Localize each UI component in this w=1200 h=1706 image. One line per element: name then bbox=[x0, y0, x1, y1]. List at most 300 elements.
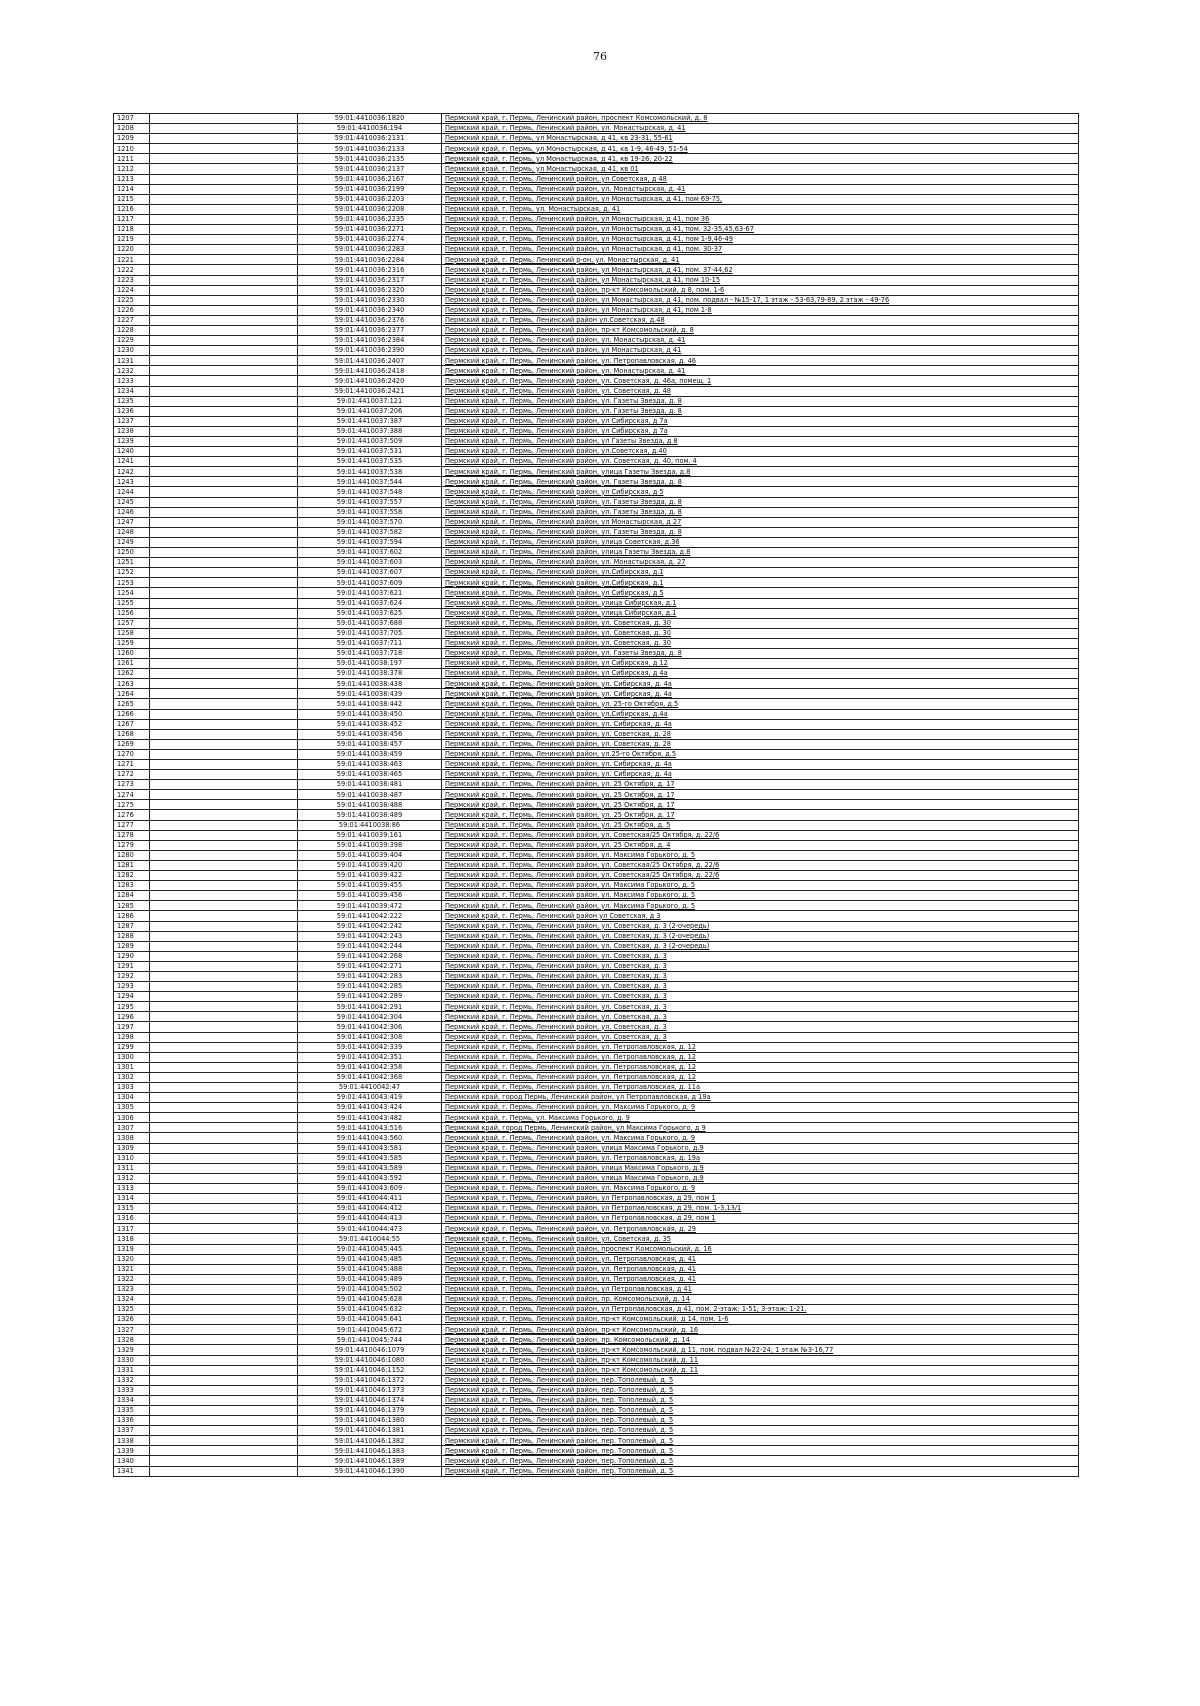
blank-cell bbox=[150, 457, 298, 467]
blank-cell bbox=[150, 124, 298, 134]
address: Пермский край, г. Пермь, Ленинский район, ул. Советская, д. 3 bbox=[442, 992, 1079, 1002]
cadastral-number: 59:01:4410037:621 bbox=[298, 588, 442, 598]
blank-cell bbox=[150, 1163, 298, 1173]
blank-cell bbox=[150, 1113, 298, 1123]
address: Пермский край, г. Пермь, Ленинский район, ул. Максима Горького, д. 5 bbox=[442, 881, 1079, 891]
table-row bbox=[114, 1022, 1079, 1032]
blank-cell bbox=[150, 1274, 298, 1284]
row-number: 1295 bbox=[114, 1002, 150, 1012]
blank-cell bbox=[150, 1022, 298, 1032]
cadastral-number: 59:01:4410037:582 bbox=[298, 527, 442, 537]
row-number: 1310 bbox=[114, 1153, 150, 1163]
address: Пермский край, г. Пермь, Ленинский район, пр-кт Комсомольский, д 8, пом. 1-6 bbox=[442, 285, 1079, 295]
cadastral-number: 59:01:4410037:602 bbox=[298, 548, 442, 558]
table-row bbox=[114, 749, 1079, 759]
table-row bbox=[114, 739, 1079, 749]
table-row bbox=[114, 386, 1079, 396]
row-number: 1254 bbox=[114, 588, 150, 598]
row-number: 1306 bbox=[114, 1113, 150, 1123]
table-row bbox=[114, 537, 1079, 547]
address: Пермский край, г. Пермь, Ленинский район, пр. Комсомольский, д. 14 bbox=[442, 1294, 1079, 1304]
row-number: 1332 bbox=[114, 1375, 150, 1385]
cadastral-number: 59:01:4410036:2203 bbox=[298, 194, 442, 204]
address: Пермский край, г. Пермь, Ленинский район, ул. Советская/25 Октября, д. 22/6 bbox=[442, 871, 1079, 881]
row-number: 1304 bbox=[114, 1093, 150, 1103]
address: Пермский край, г. Пермь, Ленинский район, ул. Советская, д. 3 (2-очередь) bbox=[442, 941, 1079, 951]
cadastral-number: 59:01:4410043:482 bbox=[298, 1113, 442, 1123]
row-number: 1315 bbox=[114, 1204, 150, 1214]
blank-cell bbox=[150, 517, 298, 527]
table-row bbox=[114, 265, 1079, 275]
row-number: 1228 bbox=[114, 325, 150, 335]
blank-cell bbox=[150, 285, 298, 295]
cadastral-number: 59:01:4410045:632 bbox=[298, 1305, 442, 1315]
address: Пермский край, г. Пермь, Ленинский район, улица Максима Горького, д.9 bbox=[442, 1173, 1079, 1183]
cadastral-number: 59:01:4410036:194 bbox=[298, 124, 442, 134]
cadastral-number: 59:01:4410039:422 bbox=[298, 871, 442, 881]
blank-cell bbox=[150, 548, 298, 558]
blank-cell bbox=[150, 871, 298, 881]
row-number: 1220 bbox=[114, 245, 150, 255]
row-number: 1269 bbox=[114, 739, 150, 749]
row-number: 1267 bbox=[114, 719, 150, 729]
cadastral-number: 59:01:4410037:711 bbox=[298, 638, 442, 648]
table-row bbox=[114, 871, 1079, 881]
registry-table-body bbox=[114, 114, 1079, 1477]
row-number: 1314 bbox=[114, 1194, 150, 1204]
address: Пермский край, г. Пермь, Ленинский район, ул. Петропавловская, д. 29 bbox=[442, 1224, 1079, 1234]
address: Пермский край, г. Пермь, Ленинский район, ул. 25 Октября, д. 5 bbox=[442, 820, 1079, 830]
cadastral-number: 59:01:4410044:411 bbox=[298, 1194, 442, 1204]
cadastral-number: 59:01:4410038:438 bbox=[298, 679, 442, 689]
row-number: 1210 bbox=[114, 144, 150, 154]
blank-cell bbox=[150, 648, 298, 658]
blank-cell bbox=[150, 790, 298, 800]
address: Пермский край, г. Пермь, Ленинский район, ул.Сибирская, д.4а bbox=[442, 709, 1079, 719]
table-row bbox=[114, 840, 1079, 850]
row-number: 1325 bbox=[114, 1305, 150, 1315]
table-row bbox=[114, 1335, 1079, 1345]
table-row bbox=[114, 1446, 1079, 1456]
row-number: 1214 bbox=[114, 184, 150, 194]
blank-cell bbox=[150, 1395, 298, 1405]
table-row bbox=[114, 810, 1079, 820]
address: Пермский край, г. Пермь, Ленинский район, ул. Петропавловская, д. 12 bbox=[442, 1052, 1079, 1062]
blank-cell bbox=[150, 164, 298, 174]
cadastral-number: 59:01:4410046:1379 bbox=[298, 1406, 442, 1416]
address: Пермский край, г. Пермь, Ленинский район, ул Монастырская, д 41, пом. 30-37 bbox=[442, 245, 1079, 255]
cadastral-number: 59:01:4410038:459 bbox=[298, 749, 442, 759]
table-row bbox=[114, 134, 1079, 144]
blank-cell bbox=[150, 1002, 298, 1012]
blank-cell bbox=[150, 951, 298, 961]
table-row bbox=[114, 376, 1079, 386]
table-row bbox=[114, 1183, 1079, 1193]
blank-cell bbox=[150, 911, 298, 921]
cadastral-number: 59:01:4410042:283 bbox=[298, 971, 442, 981]
row-number: 1318 bbox=[114, 1234, 150, 1244]
address: Пермский край, г. Пермь, Ленинский район, ул. Максима Горького, д. 5 bbox=[442, 850, 1079, 860]
table-row bbox=[114, 931, 1079, 941]
blank-cell bbox=[150, 1466, 298, 1476]
address: Пермский край, г. Пермь, Ленинский район, ул Советская, д 48 bbox=[442, 174, 1079, 184]
blank-cell bbox=[150, 1062, 298, 1072]
row-number: 1305 bbox=[114, 1103, 150, 1113]
table-row bbox=[114, 346, 1079, 356]
row-number: 1207 bbox=[114, 114, 150, 124]
table-row bbox=[114, 487, 1079, 497]
table-row bbox=[114, 285, 1079, 295]
row-number: 1237 bbox=[114, 416, 150, 426]
row-number: 1321 bbox=[114, 1264, 150, 1274]
address: Пермский край, г. Пермь, Ленинский район, ул.25-го Октября, д.5 bbox=[442, 749, 1079, 759]
address: Пермский край, г. Пермь, Ленинский район, ул. Советская, д. 40, пом. 4 bbox=[442, 457, 1079, 467]
cadastral-number: 59:01:4410036:1820 bbox=[298, 114, 442, 124]
address: Пермский край, г. Пермь, Ленинский район, ул Монастырская, д 41, пом 1-8 bbox=[442, 305, 1079, 315]
table-row bbox=[114, 245, 1079, 255]
cadastral-number: 59:01:4410042:368 bbox=[298, 1072, 442, 1082]
row-number: 1291 bbox=[114, 961, 150, 971]
table-row bbox=[114, 1264, 1079, 1274]
address: Пермский край, г. Пермь, Ленинский район, ул. Газеты Звезда, д. 8 bbox=[442, 406, 1079, 416]
row-number: 1227 bbox=[114, 315, 150, 325]
blank-cell bbox=[150, 1052, 298, 1062]
cadastral-number: 59:01:4410043:419 bbox=[298, 1093, 442, 1103]
address: Пермский край, г. Пермь, ул Монастырская, д 41, кв 19-26, 20-22 bbox=[442, 154, 1079, 164]
table-row bbox=[114, 770, 1079, 780]
cadastral-number: 59:01:4410043:424 bbox=[298, 1103, 442, 1113]
blank-cell bbox=[150, 416, 298, 426]
address: Пермский край, г. Пермь, Ленинский район, ул. Сибирская, д. 4а bbox=[442, 679, 1079, 689]
table-row bbox=[114, 901, 1079, 911]
cadastral-number: 59:01:4410043:581 bbox=[298, 1143, 442, 1153]
address: Пермский край, г. Пермь, Ленинский район, ул. Максима Горького, д. 9 bbox=[442, 1183, 1079, 1193]
table-row bbox=[114, 1204, 1079, 1214]
row-number: 1307 bbox=[114, 1123, 150, 1133]
address: Пермский край, г. Пермь, Ленинский район, ул Петропавловская, д 29, пом. 1-3,13/1 bbox=[442, 1204, 1079, 1214]
cadastral-number: 59:01:4410045:744 bbox=[298, 1335, 442, 1345]
cadastral-number: 59:01:4410044:55 bbox=[298, 1234, 442, 1244]
blank-cell bbox=[150, 1214, 298, 1224]
blank-cell bbox=[150, 709, 298, 719]
table-row bbox=[114, 336, 1079, 346]
address: Пермский край, г. Пермь, Ленинский район, ул. Советская, д. 30 bbox=[442, 618, 1079, 628]
address: Пермский край, г. Пермь, Ленинский район, ул. Советская, д. 3 bbox=[442, 961, 1079, 971]
row-number: 1331 bbox=[114, 1365, 150, 1375]
address: Пермский край, г. Пермь, Ленинский район, пер. Тополевый, д. 5 bbox=[442, 1375, 1079, 1385]
blank-cell bbox=[150, 901, 298, 911]
cadastral-number: 59:01:4410045:641 bbox=[298, 1315, 442, 1325]
blank-cell bbox=[150, 699, 298, 709]
address: Пермский край, г. Пермь, Ленинский район, ул. Петропавловская, д. 12 bbox=[442, 1042, 1079, 1052]
table-row bbox=[114, 638, 1079, 648]
cadastral-number: 59:01:4410036:2376 bbox=[298, 315, 442, 325]
row-number: 1270 bbox=[114, 749, 150, 759]
cadastral-number: 59:01:4410036:2135 bbox=[298, 154, 442, 164]
row-number: 1240 bbox=[114, 447, 150, 457]
blank-cell bbox=[150, 255, 298, 265]
cadastral-number: 59:01:4410037:387 bbox=[298, 416, 442, 426]
address: Пермский край, г. Пермь, Ленинский район, ул.Сибирская, д.1 bbox=[442, 568, 1079, 578]
cadastral-number: 59:01:4410037:548 bbox=[298, 487, 442, 497]
table-row bbox=[114, 982, 1079, 992]
address: Пермский край, г. Пермь, Ленинский район, пр-кт Комсомольский, д. 11 bbox=[442, 1355, 1079, 1365]
table-row bbox=[114, 1163, 1079, 1173]
row-number: 1246 bbox=[114, 507, 150, 517]
row-number: 1239 bbox=[114, 437, 150, 447]
blank-cell bbox=[150, 1204, 298, 1214]
row-number: 1284 bbox=[114, 891, 150, 901]
row-number: 1264 bbox=[114, 689, 150, 699]
cadastral-number: 59:01:4410046:1383 bbox=[298, 1446, 442, 1456]
cadastral-number: 59:01:4410037:609 bbox=[298, 578, 442, 588]
address: Пермский край, г. Пермь, Ленинский район, улица Советская, д.36 bbox=[442, 537, 1079, 547]
row-number: 1216 bbox=[114, 204, 150, 214]
address: Пермский край, г. Пермь, Ленинский район, ул. Монастырская, д. 27 bbox=[442, 558, 1079, 568]
blank-cell bbox=[150, 194, 298, 204]
blank-cell bbox=[150, 275, 298, 285]
table-row bbox=[114, 416, 1079, 426]
row-number: 1217 bbox=[114, 214, 150, 224]
table-row bbox=[114, 648, 1079, 658]
cadastral-number: 59:01:4410037:594 bbox=[298, 537, 442, 547]
blank-cell bbox=[150, 437, 298, 447]
cadastral-number: 59:01:4410042:271 bbox=[298, 961, 442, 971]
address: Пермский край, г. Пермь, Ленинский район, ул Сибирская, д 5 bbox=[442, 487, 1079, 497]
row-number: 1256 bbox=[114, 608, 150, 618]
row-number: 1251 bbox=[114, 558, 150, 568]
row-number: 1241 bbox=[114, 457, 150, 467]
table-row bbox=[114, 1133, 1079, 1143]
table-row bbox=[114, 1143, 1079, 1153]
cadastral-number: 59:01:4410038:488 bbox=[298, 800, 442, 810]
blank-cell bbox=[150, 386, 298, 396]
cadastral-number: 59:01:4410037:509 bbox=[298, 437, 442, 447]
cadastral-number: 59:01:4410039:456 bbox=[298, 891, 442, 901]
address: Пермский край, г. Пермь, Ленинский район, ул. Газеты Звезда, д. 8 bbox=[442, 507, 1079, 517]
address: Пермский край, г. Пермь, Ленинский район, ул. Советская, д. 30 bbox=[442, 638, 1079, 648]
blank-cell bbox=[150, 618, 298, 628]
address: Пермский край, г. Пермь, ул. Максима Горького, д. 9 bbox=[442, 1113, 1079, 1123]
blank-cell bbox=[150, 568, 298, 578]
row-number: 1300 bbox=[114, 1052, 150, 1062]
row-number: 1326 bbox=[114, 1315, 150, 1325]
table-row bbox=[114, 275, 1079, 285]
address: Пермский край, г. Пермь, Ленинский район, пр-кт Комсомольский, д. 8 bbox=[442, 325, 1079, 335]
cadastral-number: 59:01:4410039:161 bbox=[298, 830, 442, 840]
cadastral-number: 59:01:4410039:472 bbox=[298, 901, 442, 911]
blank-cell bbox=[150, 578, 298, 588]
blank-cell bbox=[150, 628, 298, 638]
cadastral-number: 59:01:4410039:455 bbox=[298, 881, 442, 891]
row-number: 1212 bbox=[114, 164, 150, 174]
table-row bbox=[114, 1103, 1079, 1113]
cadastral-number: 59:01:4410036:2390 bbox=[298, 346, 442, 356]
cadastral-number: 59:01:4410042:339 bbox=[298, 1042, 442, 1052]
address: Пермский край, г. Пермь, Ленинский район, ул. Монастырская, д. 41 bbox=[442, 124, 1079, 134]
address: Пермский край, г. Пермь, Ленинский район, ул Сибирская, д 7а bbox=[442, 416, 1079, 426]
blank-cell bbox=[150, 719, 298, 729]
table-row bbox=[114, 174, 1079, 184]
address: Пермский край, г. Пермь, Ленинский район, пер. Тополевый, д. 5 bbox=[442, 1456, 1079, 1466]
blank-cell bbox=[150, 406, 298, 416]
table-row bbox=[114, 679, 1079, 689]
row-number: 1294 bbox=[114, 992, 150, 1002]
address: Пермский край, г. Пермь, Ленинский район, пер. Тополевый, д. 5 bbox=[442, 1385, 1079, 1395]
address: Пермский край, г. Пермь, Ленинский район, пр-кт Комсомольский, д. 11 bbox=[442, 1365, 1079, 1375]
cadastral-number: 59:01:4410043:592 bbox=[298, 1173, 442, 1183]
address: Пермский край, г. Пермь, Ленинский район, ул. Петропавловская, д. 41 bbox=[442, 1264, 1079, 1274]
blank-cell bbox=[150, 1083, 298, 1093]
row-number: 1339 bbox=[114, 1446, 150, 1456]
row-number: 1233 bbox=[114, 376, 150, 386]
row-number: 1336 bbox=[114, 1416, 150, 1426]
row-number: 1311 bbox=[114, 1163, 150, 1173]
row-number: 1328 bbox=[114, 1335, 150, 1345]
row-number: 1312 bbox=[114, 1173, 150, 1183]
blank-cell bbox=[150, 366, 298, 376]
address: Пермский край, г. Пермь, Ленинский район, ул. Советская, д. 28 bbox=[442, 739, 1079, 749]
cadastral-number: 59:01:4410036:2274 bbox=[298, 235, 442, 245]
address: Пермский край, г. Пермь, Ленинский район, ул Монастырская, д 41, пом. 32-35,45,63-67 bbox=[442, 225, 1079, 235]
table-row bbox=[114, 1173, 1079, 1183]
address: Пермский край, г. Пермь, ул Монастырская, д 41, кв 23-31, 55-61 bbox=[442, 134, 1079, 144]
cadastral-number: 59:01:4410038:456 bbox=[298, 729, 442, 739]
blank-cell bbox=[150, 800, 298, 810]
table-row bbox=[114, 1052, 1079, 1062]
address: Пермский край, г. Пермь, Ленинский район, ул Петропавловская, д 41, пом. 2-этаж: 1-51; 3-этаж: 1-21. bbox=[442, 1305, 1079, 1315]
row-number: 1218 bbox=[114, 225, 150, 235]
table-row bbox=[114, 820, 1079, 830]
address: Пермский край, г. Пермь, Ленинский район, ул. 25 Октября, д. 17 bbox=[442, 780, 1079, 790]
table-row bbox=[114, 881, 1079, 891]
address: Пермский край, г. Пермь, Ленинский район, ул. Максима Горького, д. 9 bbox=[442, 1103, 1079, 1113]
row-number: 1322 bbox=[114, 1274, 150, 1284]
blank-cell bbox=[150, 235, 298, 245]
row-number: 1213 bbox=[114, 174, 150, 184]
blank-cell bbox=[150, 1143, 298, 1153]
cadastral-number: 59:01:4410043:609 bbox=[298, 1183, 442, 1193]
blank-cell bbox=[150, 961, 298, 971]
address: Пермский край, г. Пермь, Ленинский район, ул. Петропавловская, д. 11а bbox=[442, 1083, 1079, 1093]
table-row bbox=[114, 860, 1079, 870]
table-row bbox=[114, 406, 1079, 416]
blank-cell bbox=[150, 1093, 298, 1103]
address: Пермский край, г. Пермь, Ленинский район, пер. Тополевый, д. 5 bbox=[442, 1406, 1079, 1416]
address: Пермский край, г. Пермь, Ленинский район, ул Петропавловская, д 29, пом 1 bbox=[442, 1194, 1079, 1204]
address: Пермский край, г. Пермь, Ленинский район, ул Монастырская, д 41, пом. 37-44,62 bbox=[442, 265, 1079, 275]
table-row bbox=[114, 527, 1079, 537]
row-number: 1221 bbox=[114, 255, 150, 265]
blank-cell bbox=[150, 840, 298, 850]
row-number: 1275 bbox=[114, 800, 150, 810]
table-row bbox=[114, 1032, 1079, 1042]
row-number: 1301 bbox=[114, 1062, 150, 1072]
blank-cell bbox=[150, 174, 298, 184]
address: Пермский край, г. Пермь, Ленинский район, ул. 25 Октября, д. 17 bbox=[442, 810, 1079, 820]
blank-cell bbox=[150, 689, 298, 699]
table-row bbox=[114, 1385, 1079, 1395]
row-number: 1223 bbox=[114, 275, 150, 285]
address: Пермский край, г. Пермь, Ленинский район, пер. Тополевый, д. 5 bbox=[442, 1436, 1079, 1446]
address: Пермский край, г. Пермь, Ленинский район, ул. Петропавловская, д. 41 bbox=[442, 1274, 1079, 1284]
address: Пермский край, г. Пермь, Ленинский район, улица Газеты Звезда, д.8 bbox=[442, 548, 1079, 558]
cadastral-number: 59:01:4410036:2420 bbox=[298, 376, 442, 386]
blank-cell bbox=[150, 982, 298, 992]
table-row bbox=[114, 396, 1079, 406]
address: Пермский край, г. Пермь, Ленинский район, ул. Максима Горького, д. 9 bbox=[442, 1133, 1079, 1143]
blank-cell bbox=[150, 376, 298, 386]
row-number: 1335 bbox=[114, 1406, 150, 1416]
cadastral-number: 59:01:4410037:557 bbox=[298, 497, 442, 507]
blank-cell bbox=[150, 1224, 298, 1234]
address: Пермский край, г. Пермь, Ленинский район, пер. Тополевый, д. 5 bbox=[442, 1395, 1079, 1405]
address: Пермский край, г. Пермь, Ленинский район, ул. Сибирская, д. 4а bbox=[442, 770, 1079, 780]
address: Пермский край, г. Пермь, Ленинский район, ул Петропавловская, д 29, пом 1 bbox=[442, 1214, 1079, 1224]
cadastral-number: 59:01:4410039:404 bbox=[298, 850, 442, 860]
cadastral-number: 59:01:4410038:489 bbox=[298, 810, 442, 820]
address: Пермский край, город Пермь, Ленинский район, ул Максима Горького, д 9 bbox=[442, 1123, 1079, 1133]
address: Пермский край, г. Пермь, Ленинский район, ул. 25 Октября, д. 17 bbox=[442, 800, 1079, 810]
table-row bbox=[114, 719, 1079, 729]
blank-cell bbox=[150, 295, 298, 305]
blank-cell bbox=[150, 214, 298, 224]
row-number: 1229 bbox=[114, 336, 150, 346]
row-number: 1208 bbox=[114, 124, 150, 134]
cadastral-number: 59:01:4410037:121 bbox=[298, 396, 442, 406]
table-row bbox=[114, 1436, 1079, 1446]
address: Пермский край, г. Пермь, Ленинский район, улица Газеты Звезда, д.8 bbox=[442, 467, 1079, 477]
address: Пермский край, г. Пермь, Ленинский район, пер. Тополевый, д. 5 bbox=[442, 1446, 1079, 1456]
blank-cell bbox=[150, 1365, 298, 1375]
blank-cell bbox=[150, 1426, 298, 1436]
table-row bbox=[114, 1345, 1079, 1355]
blank-cell bbox=[150, 1436, 298, 1446]
blank-cell bbox=[150, 1254, 298, 1264]
blank-cell bbox=[150, 477, 298, 487]
blank-cell bbox=[150, 325, 298, 335]
row-number: 1226 bbox=[114, 305, 150, 315]
table-row bbox=[114, 1305, 1079, 1315]
table-row bbox=[114, 1093, 1079, 1103]
page-number: 76 bbox=[593, 50, 607, 63]
address: Пермский край, г. Пермь, Ленинский район, ул. Максима Горького, д. 5 bbox=[442, 901, 1079, 911]
table-row bbox=[114, 1375, 1079, 1385]
table-row bbox=[114, 699, 1079, 709]
row-number: 1292 bbox=[114, 971, 150, 981]
row-number: 1285 bbox=[114, 901, 150, 911]
address: Пермский край, г. Пермь, Ленинский район, пр-кт Комсомольский, д. 16 bbox=[442, 1325, 1079, 1335]
blank-cell bbox=[150, 749, 298, 759]
table-row bbox=[114, 1062, 1079, 1072]
cadastral-number: 59:01:4410046:1382 bbox=[298, 1436, 442, 1446]
address: Пермский край, г. Пермь, Ленинский район, ул. Советская, д. 3 (2-очередь) bbox=[442, 931, 1079, 941]
row-number: 1329 bbox=[114, 1345, 150, 1355]
cadastral-number: 59:01:4410038:457 bbox=[298, 739, 442, 749]
blank-cell bbox=[150, 608, 298, 618]
blank-cell bbox=[150, 447, 298, 457]
table-row bbox=[114, 1426, 1079, 1436]
cadastral-number: 59:01:4410037:570 bbox=[298, 517, 442, 527]
table-row bbox=[114, 669, 1079, 679]
blank-cell bbox=[150, 144, 298, 154]
cadastral-number: 59:01:4410037:718 bbox=[298, 648, 442, 658]
table-row bbox=[114, 517, 1079, 527]
cadastral-number: 59:01:4410036:2283 bbox=[298, 245, 442, 255]
blank-cell bbox=[150, 1284, 298, 1294]
table-row bbox=[114, 366, 1079, 376]
cadastral-number: 59:01:4410042:304 bbox=[298, 1012, 442, 1022]
